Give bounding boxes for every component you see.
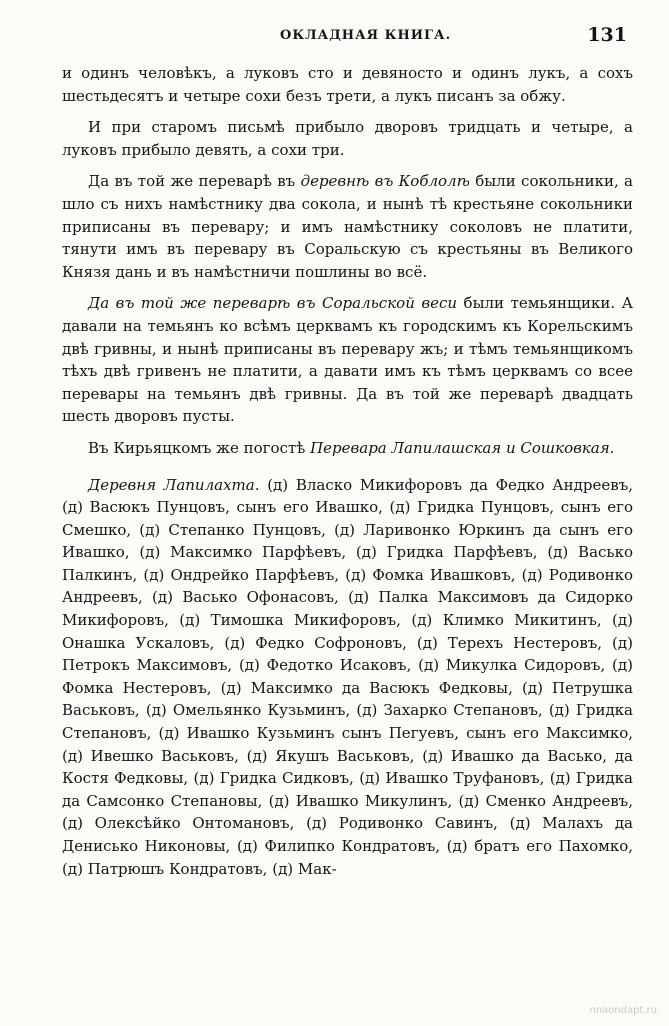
paragraph-village-list — [62, 474, 633, 881]
paragraph-incense — [62, 292, 633, 428]
paragraph-text: и одинъ человѣкъ, а луковъ сто и девяносто и одинъ лукъ, а сохъ шестьдесятъ и четыре сохи безъ трети, а лукъ писанъ за обжу. — [62, 64, 633, 105]
page-body — [62, 62, 633, 880]
place-name: Перевара Лапилашская и Сошковкая. — [310, 438, 615, 457]
watermark: nnaondapt.ru — [589, 1005, 657, 1016]
paragraph-old-census — [62, 116, 633, 161]
paragraph-text: (д) Власко Микифоровъ да Федко Андреевъ, (д) Васюкъ Пунцовъ, сынъ его Ивашко, (д) Гридка Пунцовъ, сынъ его Смешко, (д) Степанко Пунцовъ, (д) Ларивонко Юркинъ да сынъ его Ивашко, (д) Максимко Парфѣевъ, (д) Гридка Парфѣевъ, (д) Васько Палкинъ, (д) Ондрейко Парфѣевъ, (д) Фомка Ивашковъ, (д) Родивонко Андреевъ, (д) Васько Офонасовъ, (д) Палка Максимовъ да Сидорко Микифоровъ, (д) Тимошка Микифоровъ, (д) Климко Микитинъ, (д) Онашка Ускаловъ, (д) Федко Софроновъ, (д) Терехъ Нестеровъ, (д) Петрокъ Максимовъ, (д) Федотко Исаковъ, (д) Микулка Сидоровъ, (д) Фомка Нестеровъ, (д) Максимко да Васюкъ Федковы, (д) Петрушка Васьковъ, (д) Омельянко Кузьминъ, (д) Захарко Степановъ, (д) Гридка Степановъ, (д) Ивашко Кузьминъ сынъ Пегуевъ, сынъ его Максимко, (д) Ивешко Васьковъ, (д) Якушъ Васьковъ, (д) Ивашко да Васько, да Костя Федковы, (д) Гридка Сидковъ, (д) Ивашко Труфановъ, (д) Гридка да Самсонко Степановы, (д) Ивашко Микулинъ, (д) Сменко Андреевъ, (д) Олексѣйко Онтомановъ, (д) Родивонко Савинъ, (д) Малахъ да Денисько Никоновы, (д) Филипко Кондратовъ, (д) братъ его Пахомко, (д) Патрюшъ Кондратовъ, (д) Мак- — [62, 475, 634, 878]
paragraph-lead: Въ Кирьяцкомъ же погостѣ — [88, 438, 311, 457]
paragraph-continuation — [62, 62, 633, 107]
place-name: Да въ той же переварѣ въ Соральской веси — [88, 294, 458, 313]
paragraph-section-heading — [62, 437, 633, 460]
page-number: 131 — [587, 24, 627, 46]
running-head: ОКЛАДНАЯ КНИГА. — [280, 28, 452, 43]
paragraph-text: были темьянщики. А давали на темьянъ ко всѣмъ церквамъ къ городскимъ къ Корельскимъ двѣ гривны, и нынѣ приписаны въ перевару жъ; и тѣмъ темьянщикомъ тѣхъ двѣ гривенъ не платити, а давати имъ къ тѣмъ церквамъ со всее перевары на темьянъ двѣ гривны. Да въ той же переварѣ двадцать шесть дворовъ пусты. — [62, 294, 633, 426]
page-header — [60, 24, 627, 48]
paragraph-falconers — [62, 170, 633, 283]
place-name: деревнѣ въ Коблолѣ — [300, 172, 470, 191]
paragraph-text: И при старомъ письмѣ прибыло дворовъ тридцать и четыре, а луковъ прибыло девять, а сохи три. — [62, 118, 633, 159]
paragraph-lead: Да въ той же переварѣ въ — [88, 172, 301, 191]
paragraph-text: были сокольники, а шло съ нихъ намѣстнику два сокола, и нынѣ тѣ крестьяне сокольники приписаны въ перевару; и имъ намѣстнику соколовъ не платити, тянути имъ въ перевару въ Соральскую съ крестьяны въ Великого Князя дань и въ намѣстничи пошлины во всё. — [62, 172, 633, 281]
place-name: Деревня Лапилахта. — [88, 475, 260, 494]
